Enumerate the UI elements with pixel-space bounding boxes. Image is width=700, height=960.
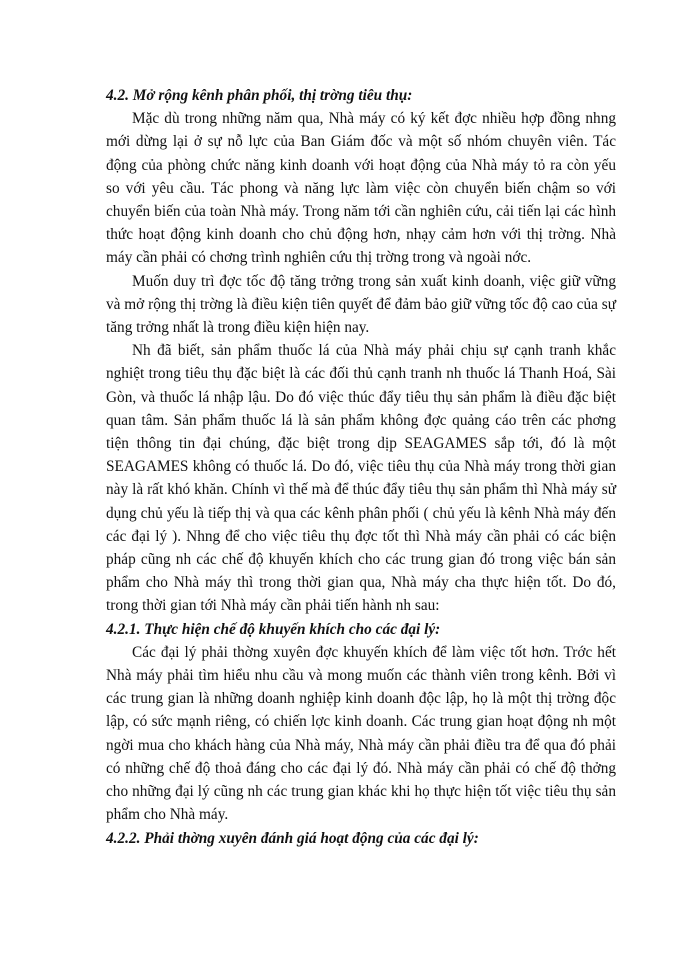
subsection-2-heading: 4.2.2. Phải thờng xuyên đánh giá hoạt động của các đại lý: [106,829,479,847]
paragraph-growth: Muốn duy trì đợc tốc độ tăng trởng trong sản xuất kinh doanh, việc giữ vững và mở rộng thị trờng là điều kiện tiên quyết để đảm bảo giữ vững tốc độ cao của sự tăng trởng nhất là trong điều kiện hiện nay. [106,272,616,337]
paragraph-market-research: Mặc dù trong những năm qua, Nhà máy có ký kết đợc nhiều hợp đồng nhng mới dừng lại ở sự nỗ lực của Ban Giám đốc và một số nhóm chuyên viên. Tác động của phòng chức năng kinh doanh với hoạt động của Nhà máy tỏ ra còn yếu so với yêu cầu. Tác phong và năng lực làm việc còn chuyển biến chậm so với chuyển biến của toàn Nhà máy. Trong năm tới cần nghiên cứu, cải tiến lại các hình thức hoạt động kinh doanh cho chủ động hơn, nhạy cảm hơn với thị trờng. Nhà máy cần phải có chơng trình nghiên cứu thị trờng trong và ngoài nớc. [106,110,616,267]
subsection-1-heading: 4.2.1. Thực hiện chế độ khuyến khích cho các đại lý: [106,620,441,638]
document-page [106,84,616,850]
section-heading: 4.2. Mở rộng kênh phân phối, thị trờng tiêu thụ: [106,87,413,104]
paragraph-agent-incentives: Các đại lý phải thờng xuyên đợc khuyến khích để làm việc tốt hơn. Trớc hết Nhà máy phải tìm hiểu nhu cầu và mong muốn các thành viên trong kênh. Bởi vì các trung gian là những doanh nghiệp kinh doanh độc lập, họ là một thị trờng độc lập, có sức mạnh riêng, có chiến lợc kinh doanh. Các trung gian hoạt động nh một ngời mua cho khách hàng của Nhà máy, Nhà máy cần phải điều tra để qua đó phải có những chế độ thoả đáng cho các đại lý đó. Nhà máy cần phải có chế độ thởng cho những đại lý cũng nh các trung gian khác khi họ thực hiện tốt việc tiêu thụ sản phẩm cho Nhà máy. [106,643,616,824]
paragraph-competition: Nh đã biết, sản phẩm thuốc lá của Nhà máy phải chịu sự cạnh tranh khắc nghiệt trong tiêu thụ đặc biệt là các đối thủ cạnh tranh nh thuốc lá Thanh Hoá, Sài Gòn, và thuốc lá nhập lậu. Do đó việc thúc đẩy tiêu thụ sản phẩm là điều đặc biệt quan tâm. Sản phẩm thuốc lá là sản phẩm không đợc quảng cáo trên các phơng tiện thông tin đại chúng, đặc biệt trong dịp SEAGAMES sắp tới, đó là một SEAGAMES không có thuốc lá. Do đó, việc tiêu thụ của Nhà máy trong thời gian này là rất khó khăn. Chính vì thế mà để thúc đẩy tiêu thụ sản phẩm thì Nhà máy sử dụng chủ yếu là tiếp thị và qua các kênh phân phối ( chủ yếu là kênh Nhà máy đến các đại lý ). Nhng để cho việc tiêu thụ đợc tốt thì Nhà máy cần phải có các biện pháp cũng nh các chế độ khuyến khích cho các trung gian đó trong việc bán sản phẩm cho Nhà máy thì trong thời gian qua, Nhà máy cha thực hiện tốt. Do đó, trong thời gian tới Nhà máy cần phải tiến hành nh sau: [106,342,616,615]
